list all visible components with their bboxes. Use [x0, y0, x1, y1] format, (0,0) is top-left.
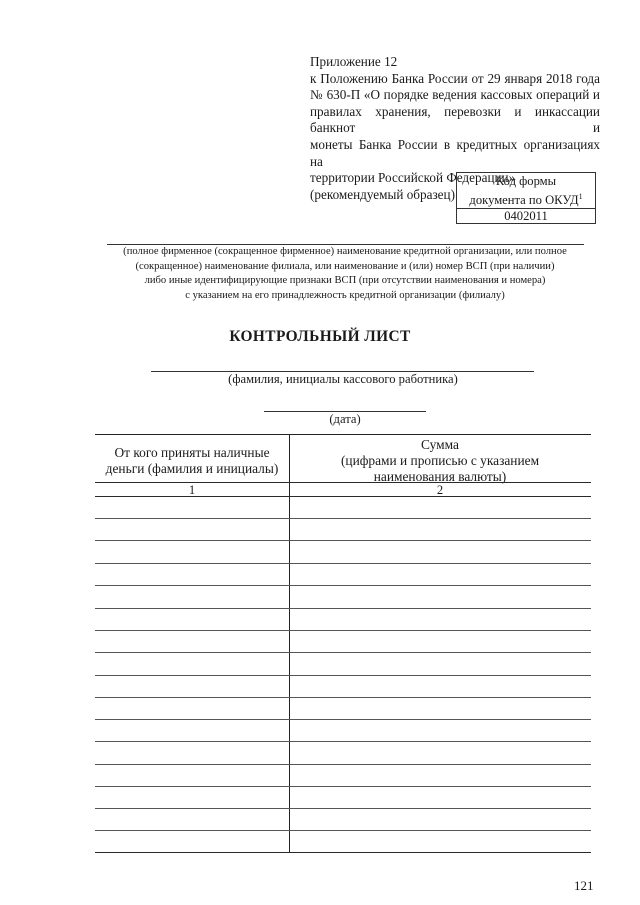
- table-header-amount: [292, 437, 588, 485]
- appendix-line: (рекомендуемый образец): [310, 186, 455, 202]
- table-row-line: [95, 585, 591, 586]
- table-row-line: [95, 518, 591, 519]
- okud-header-line2: документа по ОКУД: [469, 193, 579, 208]
- table-top-border: [95, 434, 591, 435]
- table-column-number: 1: [188, 483, 196, 497]
- cashier-caption: (фамилия, инициалы кассового работника): [228, 372, 458, 386]
- table-header-line: деньги (фамилия и инициалы): [105, 461, 279, 476]
- table-row-line: [95, 786, 591, 787]
- table-row-line: [95, 608, 591, 609]
- organization-caption: [100, 245, 590, 303]
- okud-code-box: [456, 172, 596, 224]
- organization-caption-line: (сокращенное) наименование филиала, или наименование и (или) номер ВСП (при наличии): [135, 260, 555, 272]
- page-number: 121: [574, 878, 594, 893]
- table-header-line: Сумма: [421, 437, 459, 452]
- document-title: КОНТРОЛЬНЫЙ ЛИСТ: [229, 328, 411, 345]
- table-row-line: [95, 741, 591, 742]
- table-row-line: [95, 482, 591, 483]
- table-header-line: (цифрами и прописью с указанием: [340, 453, 540, 468]
- table-column-number: 2: [436, 483, 444, 497]
- appendix-line: монеты Банка России в кредитных организациях на: [310, 136, 600, 169]
- table-row-line: [95, 540, 591, 541]
- appendix-line: Приложение 12: [310, 54, 398, 69]
- table-row-line: [95, 719, 591, 720]
- organization-caption-line: (полное фирменное (сокращенное фирменное) наименование кредитной организации, или полное: [123, 246, 567, 257]
- table-row-line: [95, 563, 591, 564]
- table-bottom-border: [95, 852, 591, 853]
- table-header-line: От кого приняты наличные: [114, 445, 270, 460]
- okud-header: [457, 173, 595, 209]
- okud-footnote-mark: 1: [578, 192, 583, 201]
- table-header-sender: [96, 445, 288, 477]
- okud-code: 0402011: [504, 209, 548, 224]
- table-row-line: [95, 652, 591, 653]
- appendix-line: территории Российской Федерации»: [310, 170, 516, 186]
- organization-caption-line: с указанием на его принадлежность кредитной организации (филиалу): [185, 289, 505, 301]
- table-row-line: [95, 830, 591, 831]
- table-row-line: [95, 630, 591, 631]
- table-row-line: [95, 697, 591, 698]
- appendix-line: правилах хранения, перевозки и инкассации банкнот и: [310, 103, 600, 136]
- okud-header-line1: Код формы: [495, 174, 557, 188]
- table-header-line: наименования валюты): [373, 469, 507, 484]
- table-row-line: [95, 808, 591, 809]
- appendix-line: к Положению Банка России от 29 января 2018 года: [310, 70, 600, 86]
- table-row-line: [95, 675, 591, 676]
- table-row-line: [95, 764, 591, 765]
- organization-caption-line: либо иные идентифицирующие признаки ВСП (при отсутствии наименования и номера): [144, 275, 546, 287]
- appendix-line: № 630-П «О порядке ведения кассовых операций и: [310, 87, 600, 103]
- date-caption: (дата): [329, 412, 361, 426]
- table-row-line: [95, 496, 591, 497]
